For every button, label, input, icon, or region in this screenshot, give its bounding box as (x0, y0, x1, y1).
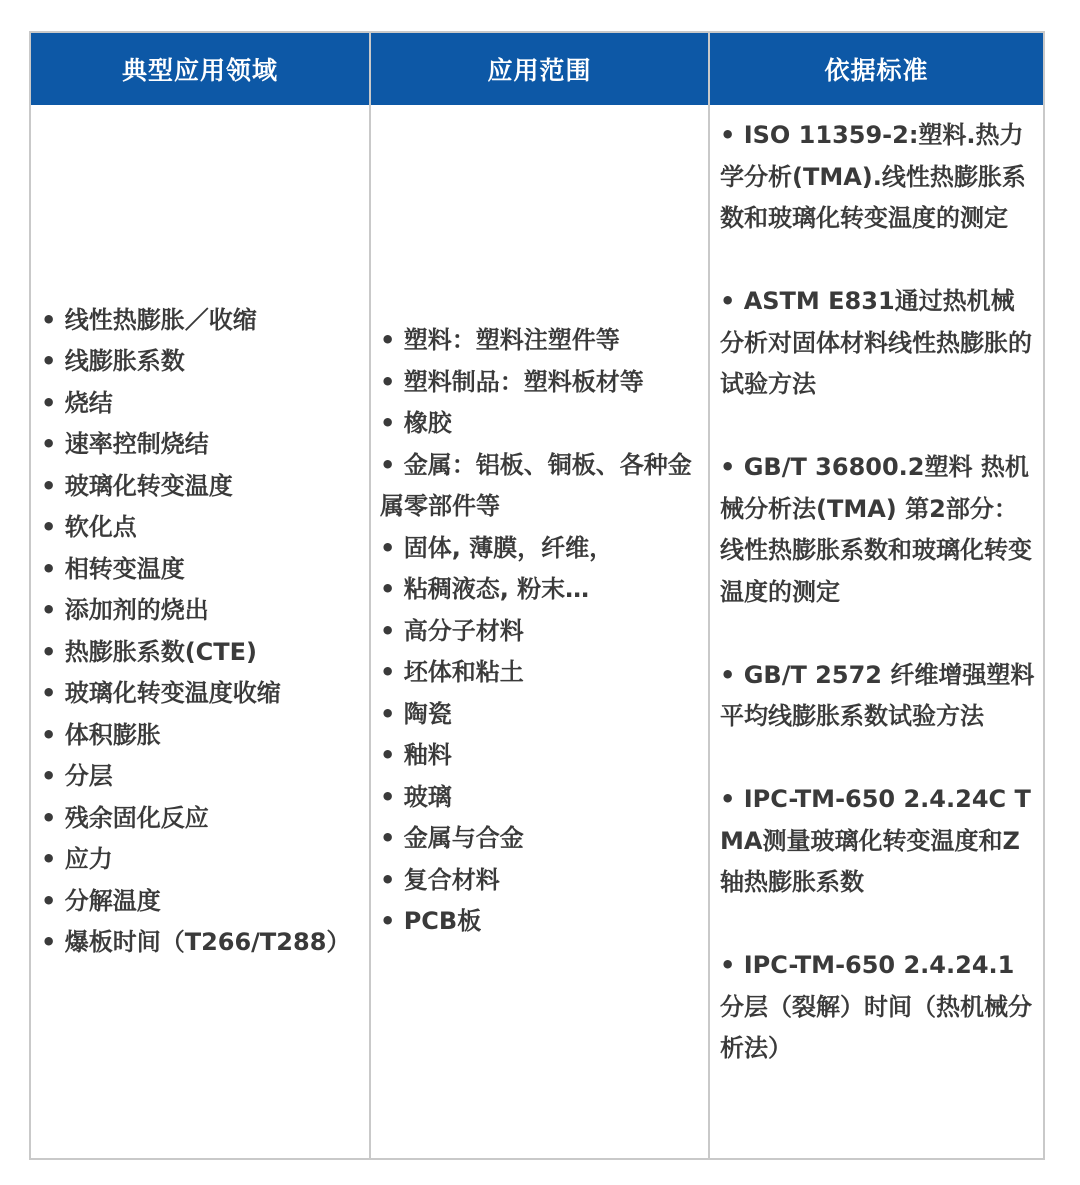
application-field-item: • 玻璃化转变温度收缩 (41, 679, 281, 707)
application-field-item: • 体积膨胀 (41, 720, 161, 749)
application-field-item: • 线性热膨胀／收缩 (41, 305, 257, 334)
application-field-item: • 分层 (41, 762, 113, 790)
standard-item: • ASTM E831通过热机械分析对固体材料线性热膨胀的试验方法 (720, 287, 1032, 398)
application-scope-item: • 粘稠液态, 粉末… (380, 575, 590, 604)
application-field-item: • 热膨胀系数(CTE) (41, 637, 258, 666)
application-field-item: • 烧结 (41, 388, 113, 417)
application-field-item: • 分解温度 (41, 886, 161, 915)
application-field-item: • 残余固化反应 (41, 803, 209, 832)
standards-table (29, 31, 1045, 1160)
scope-cell (369, 105, 708, 1158)
standard-item: • GB/T 2572 纤维增强塑料平均线膨胀系数试验方法 (720, 660, 1035, 730)
application-field-item: • 软化点 (41, 513, 137, 541)
fields-cell (31, 105, 369, 1158)
application-field-item: • 速率控制烧结 (41, 430, 209, 458)
application-field-item: • 爆板时间（T266/T288） (41, 928, 351, 956)
application-scope-item: • PCB板 (380, 907, 482, 936)
application-scope-item: • 塑料制品：塑料板材等 (380, 367, 644, 396)
application-scope-item: • 固体, 薄膜，纤维， (380, 533, 614, 562)
application-field-item: • 线膨胀系数 (41, 347, 185, 375)
standard-item: • ISO 11359-2:塑料.热力学分析(TMA).线性热膨胀系数和玻璃化转变温度的测定 (720, 121, 1026, 232)
application-scope-item: • 塑料：塑料注塑件等 (380, 326, 620, 355)
fields-list (41, 300, 361, 964)
application-field-item: • 玻璃化转变温度 (41, 471, 233, 500)
header-application-field: 典型应用领域 (31, 33, 369, 105)
application-scope-item: • 橡胶 (380, 409, 452, 438)
standards-list (720, 115, 1035, 1070)
application-scope-item: • 金属与合金 (380, 824, 524, 853)
application-scope-item: • 玻璃 (380, 782, 452, 811)
application-scope-item: • 高分子材料 (380, 616, 524, 645)
header-application-scope: 应用范围 (369, 33, 708, 105)
standard-item: • GB/T 36800.2塑料 热机械分析法(TMA) 第2部分：线性热膨胀系数和玻璃化转变温度的测定 (720, 453, 1032, 606)
application-scope-item: • 坯体和粘土 (380, 658, 524, 687)
application-scope-item: • 复合材料 (380, 865, 500, 894)
application-field-item: • 应力 (41, 845, 113, 873)
header-standards: 依据标准 (708, 33, 1043, 105)
scope-list (380, 320, 700, 943)
standard-item: • IPC-TM-650 2.4.24.1分层（裂解）时间（热机械分析法） (720, 951, 1032, 1062)
standards-cell (708, 105, 1043, 1158)
application-field-item: • 添加剂的烧出 (41, 596, 209, 624)
application-scope-item: • 金属：铝板、铜板、各种金属零部件等 (380, 450, 692, 521)
application-field-item: • 相转变温度 (41, 554, 185, 583)
application-scope-item: • 陶瓷 (380, 699, 452, 728)
application-scope-item: • 釉料 (380, 741, 452, 770)
standard-item: • IPC-TM-650 2.4.24C TMA测量玻璃化转变温度和Z轴热膨胀系数 (720, 785, 1031, 896)
